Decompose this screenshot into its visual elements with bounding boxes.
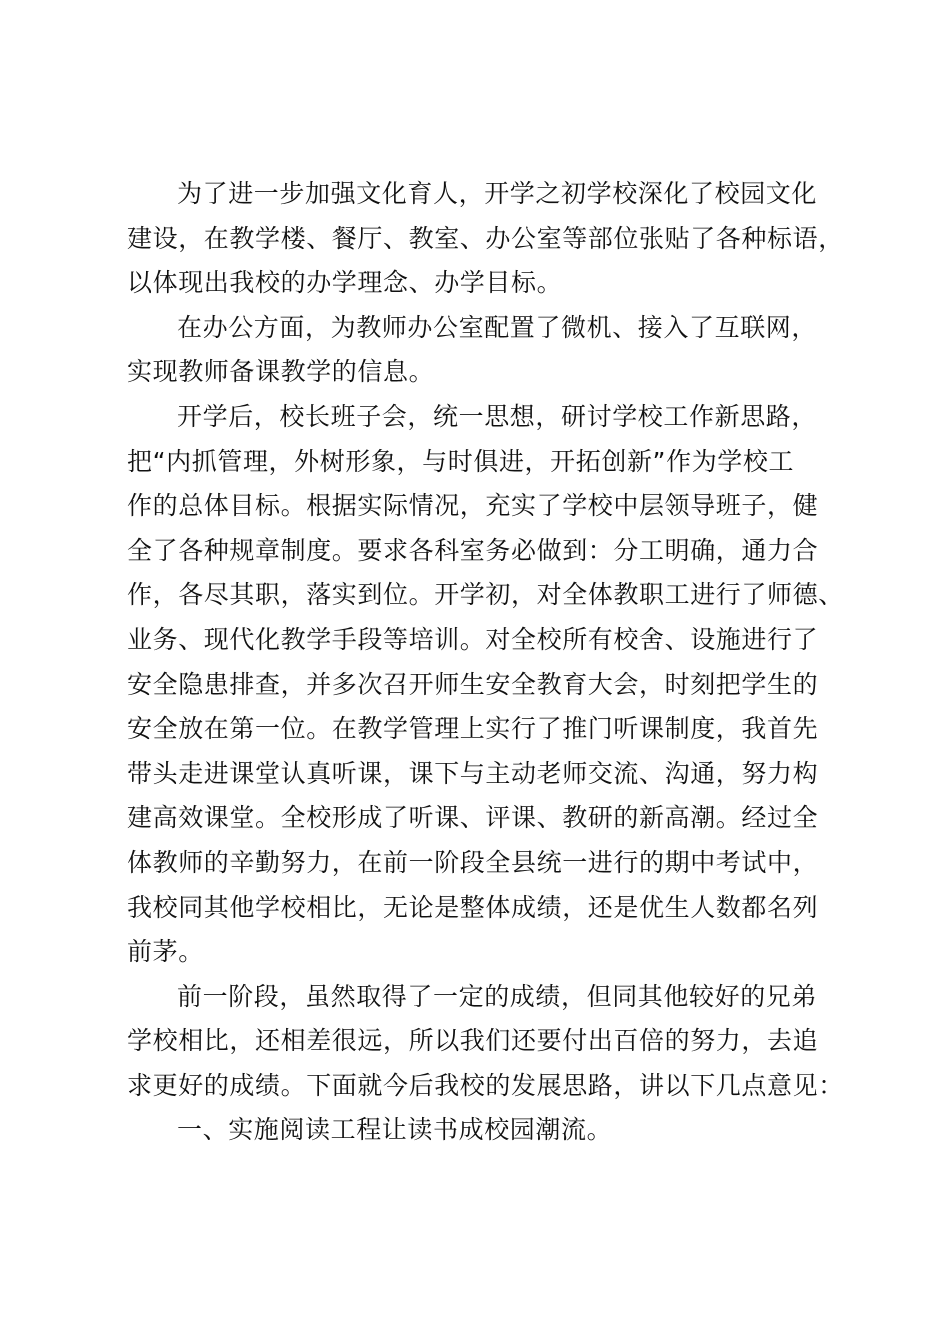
text-line: 带头走进课堂认真听课，课下与主动老师交流、沟通，努力构 <box>127 758 819 788</box>
text-line: 我校同其他学校相比，无论是整体成绩，还是优生人数都名列 <box>127 892 819 922</box>
text-line: 开学后，校长班子会，统一思想，研讨学校工作新思路， <box>177 401 818 431</box>
text-line: 安全放在第一位。在教学管理上实行了推门听课制度，我首先 <box>127 714 819 744</box>
text-line: 作，各尽其职，落实到位。开学初，对全体教职工进行了师德、 <box>127 580 844 610</box>
paragraph-4 <box>127 975 853 1109</box>
text-line: 以体现出我校的办学理念、办学目标。 <box>127 268 563 298</box>
paragraph-2 <box>127 306 853 395</box>
text-line: 体教师的辛勤努力，在前一阶段全县统一进行的期中考试中， <box>127 847 819 877</box>
paragraph-5 <box>127 1108 853 1153</box>
text-line: 安全隐患排查，并多次召开师生安全教育大会，时刻把学生的 <box>127 669 819 699</box>
text-line: 建高效课堂。全校形成了听课、评课、教研的新高潮。经过全 <box>127 803 819 833</box>
text-line: 业务、现代化教学手段等培训。对全校所有校舍、设施进行了 <box>127 624 819 654</box>
text-line: 把“内抓管理，外树形象，与时俱进，开拓创新”作为学校工 <box>127 446 795 476</box>
section-heading: 一、实施阅读工程让读书成校园潮流。 <box>177 1115 613 1145</box>
text-line: 前茅。 <box>127 937 204 967</box>
text-line: 前一阶段，虽然取得了一定的成绩，但同其他较好的兄弟 <box>177 981 818 1011</box>
text-line: 求更好的成绩。下面就今后我校的发展思路，讲以下几点意见： <box>127 1070 844 1100</box>
text-line: 实现教师备课教学的信息。 <box>127 357 435 387</box>
text-line: 在办公方面，为教师办公室配置了微机、接入了互联网， <box>177 312 818 342</box>
text-line: 作的总体目标。根据实际情况，充实了学校中层领导班子，健 <box>127 491 819 521</box>
paragraph-3 <box>127 395 853 975</box>
text-line: 全了各种规章制度。要求各科室务必做到：分工明确，通力合 <box>127 535 819 565</box>
text-line: 学校相比，还相差很远，所以我们还要付出百倍的努力，去追 <box>127 1026 819 1056</box>
text-line: 为了进一步加强文化育人，开学之初学校深化了校园文化 <box>177 179 818 208</box>
document-body <box>127 172 853 1153</box>
text-line: 建设，在教学楼、餐厅、教室、办公室等部位张贴了各种标语， <box>127 223 844 253</box>
paragraph-1 <box>127 172 853 306</box>
